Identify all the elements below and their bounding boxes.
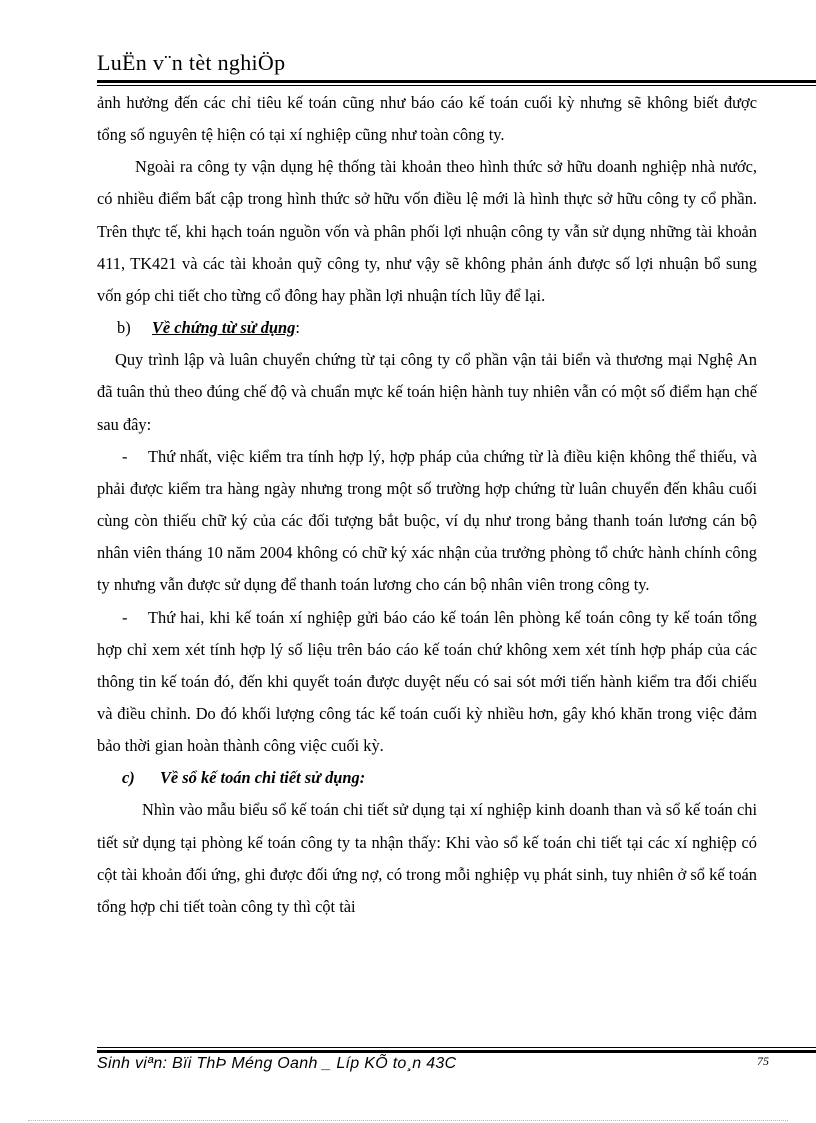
bullet-item-first: [97, 441, 757, 602]
section-b-label: b): [117, 318, 131, 338]
document-body: [97, 87, 757, 923]
paragraph-document-process: Quy trình lập và luân chuyển chứng từ tại công ty cổ phần vận tải biển và thương mại Nghệ An đã tuân thủ theo đúng chế độ và chuẩn mực kế toán hiện hành tuy nhiên vẫn có một số điểm hạn chế sau đây:: [97, 350, 757, 434]
section-b-heading: [97, 312, 757, 344]
paragraph-account-system: Ngoài ra công ty vận dụng hệ thống tài khoản theo hình thức sở hữu doanh nghiệp nhà nước, có nhiều điểm bất cập trong hình thức sở hữu vốn điều lệ mới là hình thực sở hữu công ty cổ phần. Trên thực tế, khi hạch toán nguồn vốn và phân phối lợi nhuận công ty vẫn sử dụng những tài khoản 411, TK421 và các tài khoản quỹ công ty, như vậy sẽ không phản ánh được số lợi nhuận bổ sung vốn góp chi tiết cho từng cổ đông hay phần lợi nhuận tích lũy để lại.: [97, 157, 757, 305]
bullet-item-second: [97, 602, 757, 763]
bullet-dash: -: [122, 446, 128, 466]
bullet-dash: -: [122, 607, 128, 627]
section-b-colon: :: [295, 318, 300, 338]
footer-rule-thick: [97, 1050, 816, 1053]
footer-rule-thin: [97, 1047, 816, 1048]
paragraph-continuation: ảnh hưởng đến các chỉ tiêu kế toán cũng như báo cáo kế toán cuối kỳ nhưng sẽ không biết được tổng số nguyên tệ hiện có tại xí nghiệp cũng như toàn công ty.: [97, 93, 757, 145]
bullet-first-text: Thứ nhất, việc kiểm tra tính hợp lý, hợp pháp của chứng từ là điều kiện không thể thiếu, và phải được kiểm tra hàng ngày nhưng trong một số trường hợp chứng từ luân chuyển đến khâu cuối cùng còn thiếu chữ ký của các đối tượng bắt buộc, ví dụ như trong bảng thanh toán lương cán bộ nhân viên tháng 10 năm 2004 không có chữ ký xác nhận của trưởng phòng tổ chức hành chính công ty nhưng vẫn được sử dụng để thanh toán lương cho cán bộ nhân viên trong công ty.: [97, 446, 757, 595]
section-c-heading: [97, 762, 757, 794]
paragraph-detail-ledger: Nhìn vào mẫu biểu sổ kế toán chi tiết sử dụng tại xí nghiệp kinh doanh than và sổ kế toán chi tiết sử dụng tại phòng kế toán công ty ta nhận thấy: Khi vào sổ kế toán chi tiết tại các xí nghiệp có cột tài khoản đối ứng, ghi được đối ứng nợ, có trong mỗi nghiệp vụ phát sinh, tuy nhiên ở sổ kế toán tổng hợp chi tiết toàn công ty thì cột tài: [97, 800, 757, 916]
bullet-second-text: Thứ hai, khi kế toán xí nghiệp gửi báo cáo kế toán lên phòng kế toán công ty kế toán tổng hợp chỉ xem xét tính hợp lý số liệu trên báo cáo kế toán chứ không xem xét tính hợp pháp của các thông tin kế toán đó, đến khi quyết toán được duyệt nếu có sai sót mới tiến hành kiểm tra đối chiếu và điều chỉnh. Do đó khối lượng công tác kế toán cuối kỳ nhiều hơn, gây khó khăn trong việc đảm bảo thời gian hoàn thành công việc cuối kỳ.: [97, 607, 757, 756]
section-b-title: Về chứng từ sử dụng: [152, 318, 296, 338]
header-rule-thick: [97, 80, 816, 83]
running-header-title: LuËn v¨n tèt nghiÖp: [97, 50, 286, 75]
header-rule-thin: [97, 85, 816, 86]
page-bottom-dotted-line: [28, 1120, 788, 1121]
page-number: 75: [757, 1054, 769, 1068]
section-c-label: c): [122, 768, 135, 788]
section-c-title: Về sổ kế toán chi tiết sử dụng:: [160, 768, 366, 788]
footer-author: Sinh viªn: Bïi ThÞ Méng Oanh _ Líp KÕ to¸n 43C: [97, 1055, 457, 1072]
